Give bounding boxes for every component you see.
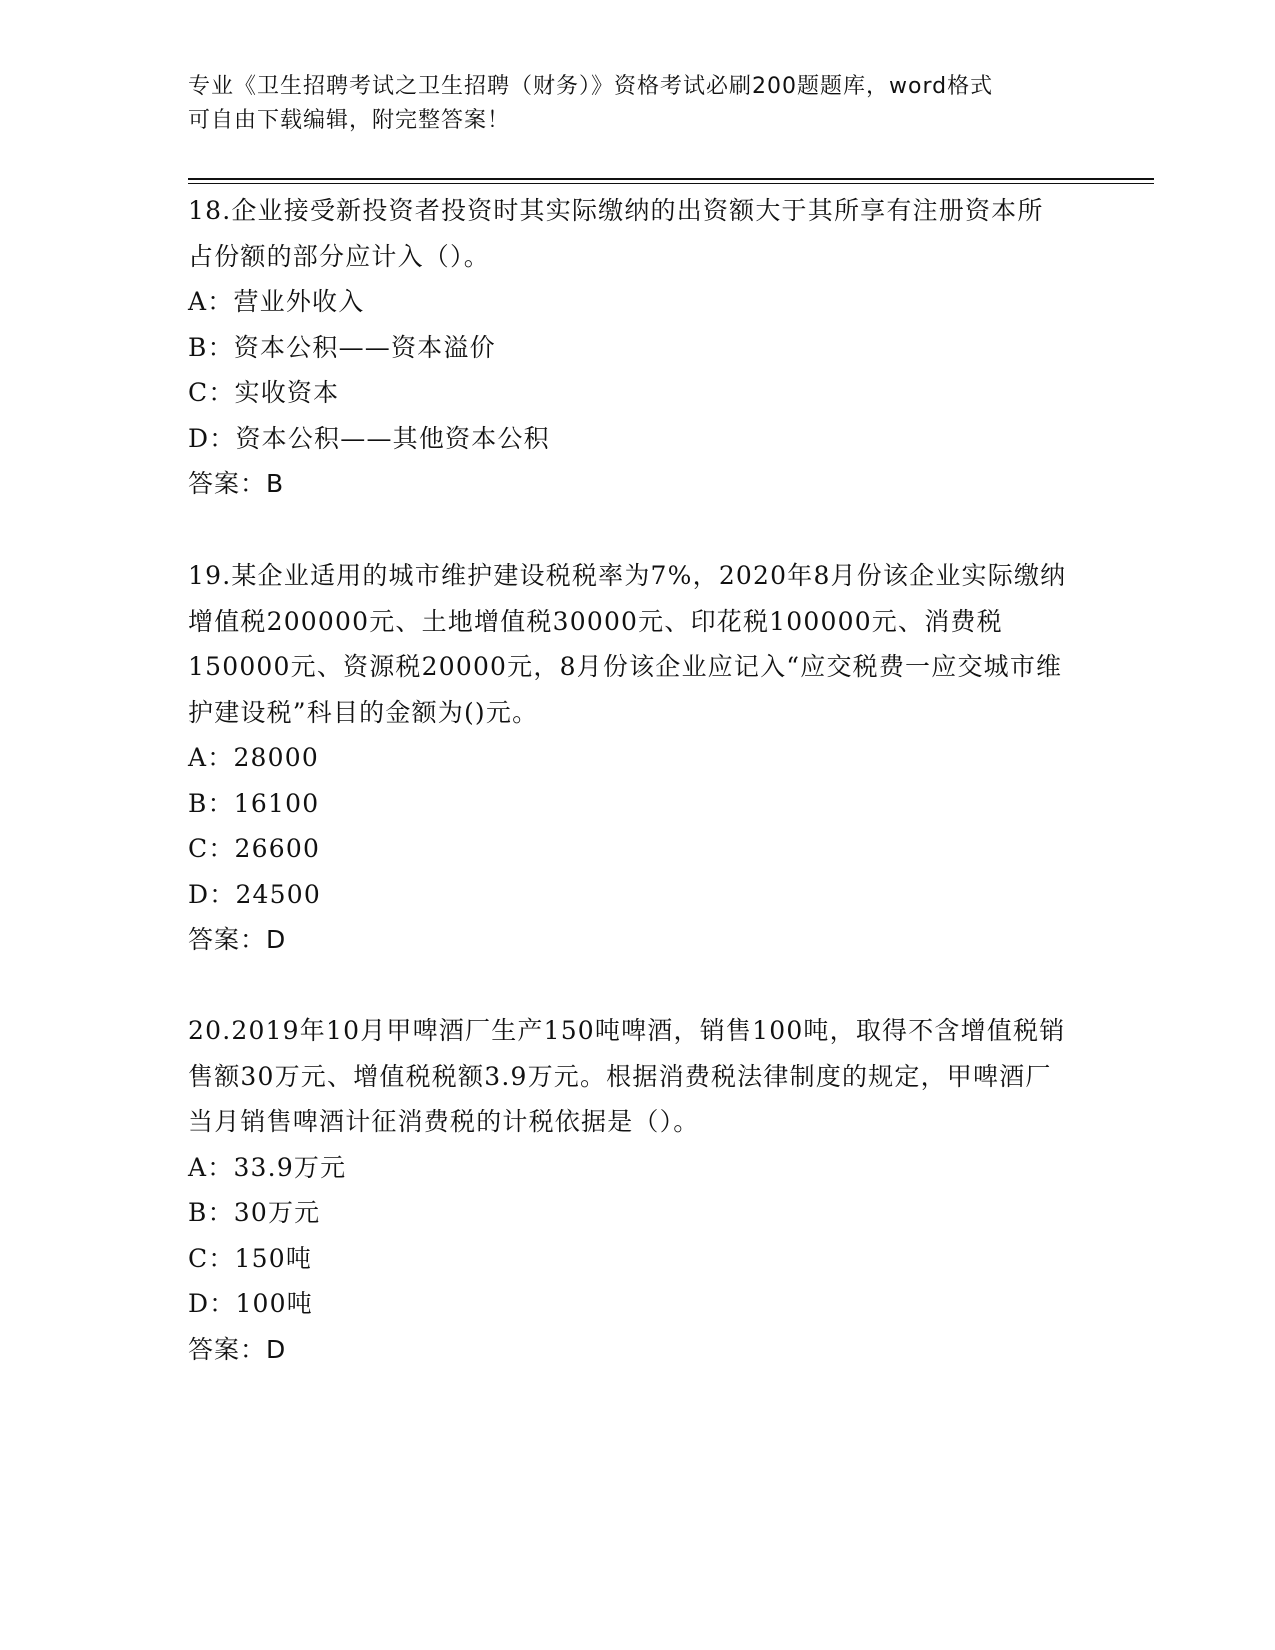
option-d: D：100吨 — [188, 1289, 313, 1318]
question-stem: 20.2019年10月甲啤酒厂生产150吨啤酒，销售100吨，取得不含增值税销售额30万元、增值税税额3.9万元。根据消费税法律制度的规定，甲啤酒厂当月销售啤酒计征消费税的计税依据是（）。 — [188, 1016, 1066, 1136]
question-19 — [188, 553, 1088, 963]
question-stem: 19.某企业适用的城市维护建设税税率为7%，2020年8月份该企业实际缴纳增值税200000元、土地增值税30000元、印花税100000元、消费税150000元、资源税20000元，8月份该企业应记入“应交税费一应交城市维护建设税”科目的金额为()元。 — [188, 561, 1067, 727]
option-a: A：营业外收入 — [188, 287, 365, 316]
option-c: C：26600 — [188, 834, 321, 863]
option-c: C：150吨 — [188, 1243, 313, 1273]
option-d: D：24500 — [188, 879, 321, 909]
option-a: A：33.9万元 — [188, 1152, 347, 1182]
option-b: B：资本公积——资本溢价 — [188, 332, 496, 362]
question-18 — [188, 188, 1088, 507]
header-line-2: 可自由下载编辑，附完整答案！ — [188, 108, 511, 133]
option-b: B：30万元 — [188, 1198, 321, 1227]
option-c: C：实收资本 — [188, 378, 340, 407]
option-d: D：资本公积——其他资本公积 — [188, 423, 550, 453]
question-20 — [188, 1008, 1088, 1372]
question-stem: 18.企业接受新投资者投资时其实际缴纳的出资额大于其所享有注册资本所占份额的部分应计入（）。 — [188, 196, 1044, 271]
header-line-1: 专业《卫生招聘考试之卫生招聘（财务）》资格考试必刷200题题库，word格式 — [188, 74, 994, 99]
header-divider-thin — [188, 183, 1154, 184]
header-divider-thick — [188, 178, 1154, 180]
answer: 答案：D — [188, 925, 287, 954]
document-header — [188, 70, 1068, 138]
answer: 答案：B — [188, 469, 285, 498]
option-a: A：28000 — [188, 743, 319, 772]
answer: 答案：D — [188, 1334, 287, 1364]
option-b: B：16100 — [188, 788, 320, 818]
